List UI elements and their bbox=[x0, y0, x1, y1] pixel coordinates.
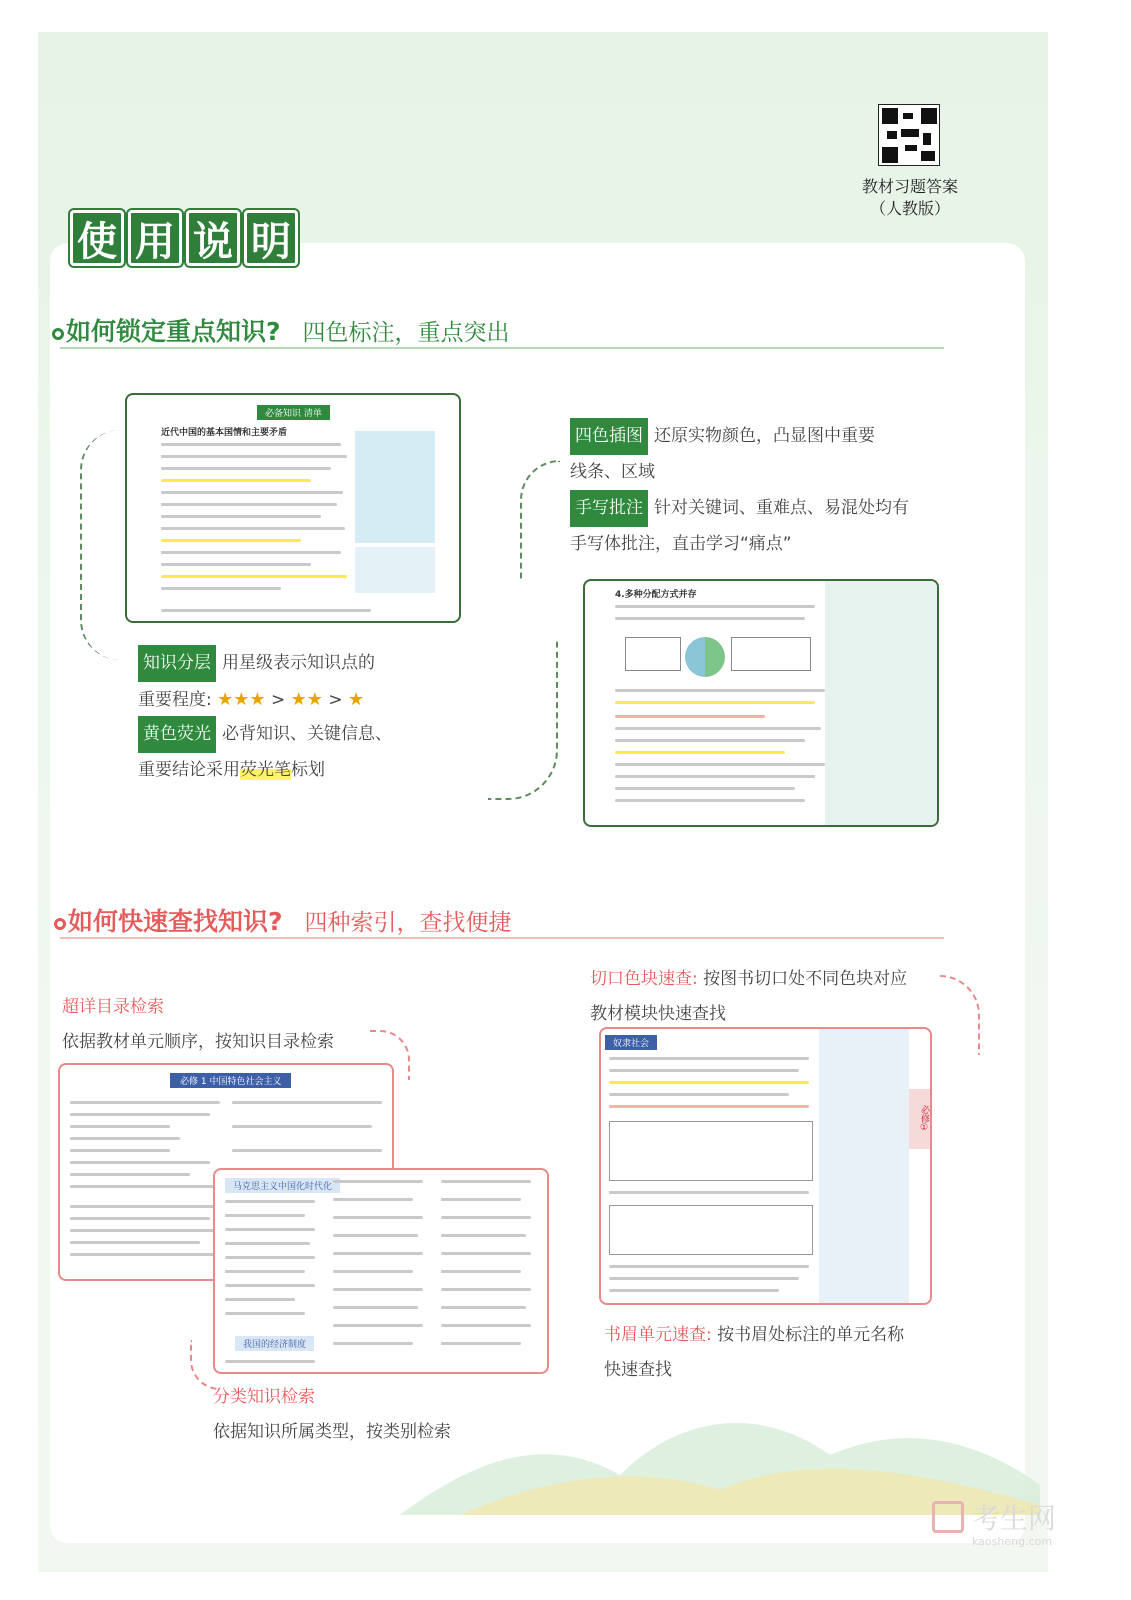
index-item-toc bbox=[62, 990, 334, 1060]
watermark-text: 考生网 bbox=[972, 1502, 1057, 1535]
connector-dashed-arrow bbox=[520, 460, 560, 580]
feature-tag: 手写批注 bbox=[570, 490, 648, 527]
feature-text: 标划 bbox=[291, 760, 325, 780]
feature-text: 用星级表示知识点的 bbox=[222, 653, 375, 673]
greater-than: > bbox=[270, 690, 286, 710]
index-text: 依据知识所属类型，按类别检索 bbox=[213, 1422, 451, 1442]
sample-page-thumbnail-2 bbox=[583, 579, 939, 827]
index-text: 按书眉处标注的单元名称 bbox=[717, 1325, 905, 1345]
thumbnail-heading: 4.多种分配方式并存 bbox=[615, 590, 697, 600]
index-title: 超详目录检索 bbox=[62, 997, 164, 1017]
section1-heading bbox=[52, 312, 510, 348]
feature-item-color-illustration bbox=[570, 418, 875, 490]
page-title bbox=[70, 210, 298, 266]
section2-question: 如何快速查找知识? bbox=[68, 907, 283, 936]
highlight-sample: 荧光笔 bbox=[240, 760, 291, 780]
watermark-url: kaosheng.com bbox=[972, 1535, 1053, 1548]
title-char: 说 bbox=[186, 210, 240, 266]
index-title: 分类知识检索 bbox=[213, 1387, 315, 1407]
feature-text: 还原实物颜色，凸显图中重要 bbox=[654, 426, 875, 446]
thumbnail-heading: 我国的经济制度 bbox=[235, 1336, 314, 1351]
thumbnail-heading: 近代中国的基本国情和主要矛盾 bbox=[161, 428, 288, 438]
index-item-header-unit bbox=[604, 1318, 904, 1388]
feature-tag: 知识分层 bbox=[138, 645, 216, 682]
watermark-logo bbox=[932, 1497, 1092, 1557]
feature-item-layering bbox=[138, 645, 375, 718]
greater-than: > bbox=[328, 690, 343, 710]
sample-page-thumbnail-1 bbox=[125, 393, 461, 623]
sample-page-thumbnail-3 bbox=[599, 1027, 932, 1305]
index-item-edge-color bbox=[590, 962, 907, 1032]
qr-code-icon[interactable] bbox=[878, 104, 940, 166]
index-text: 快速查找 bbox=[604, 1360, 672, 1380]
feature-text: 针对关键词、重难点、易混处均有 bbox=[654, 498, 909, 518]
feature-text: 重要程度: bbox=[138, 690, 212, 710]
thumbnail-banner: 必修 1 中国特色社会主义 bbox=[170, 1073, 291, 1088]
feature-tag: 四色插图 bbox=[570, 418, 648, 455]
index-title: 切口色块速查: bbox=[590, 969, 698, 989]
connector-dashed-arrow bbox=[488, 640, 558, 800]
feature-text: 线条、区域 bbox=[570, 462, 655, 482]
feature-tag: 黄色荧光 bbox=[138, 716, 216, 753]
feature-text: 必背知识、关键信息、 bbox=[222, 724, 392, 744]
edge-color-tab: 必修① bbox=[909, 1089, 931, 1149]
title-char: 用 bbox=[128, 210, 182, 266]
section1-rule bbox=[60, 347, 944, 349]
title-char: 使 bbox=[70, 210, 124, 266]
title-char: 明 bbox=[244, 210, 298, 266]
star-icon: ★★ bbox=[290, 689, 323, 710]
thumbnail-heading: 奴隶社会 bbox=[605, 1035, 657, 1050]
index-text: 按图书切口处不同色块对应 bbox=[703, 969, 908, 989]
star-icon: ★ bbox=[347, 689, 365, 710]
section1-subtitle: 四色标注，重点突出 bbox=[302, 320, 510, 346]
section2-heading bbox=[54, 902, 512, 938]
thumbnail-heading: 马克思主义中国化时代化 bbox=[225, 1178, 340, 1193]
index-text: 依据教材单元顺序，按知识目录检索 bbox=[62, 1032, 334, 1052]
sample-category-thumbnail bbox=[213, 1168, 549, 1374]
star-icon: ★★★ bbox=[217, 689, 266, 710]
section2-rule bbox=[60, 937, 944, 939]
qr-caption: 教材习题答案 （人教版） bbox=[861, 177, 958, 218]
section1-question: 如何锁定重点知识? bbox=[66, 317, 281, 346]
bullet-icon bbox=[52, 328, 64, 340]
thumbnail-banner: 必备知识 清单 bbox=[257, 405, 330, 420]
feature-item-highlight bbox=[138, 716, 392, 788]
feature-text: 重要结论采用 bbox=[138, 760, 240, 780]
index-title: 书眉单元速查: bbox=[604, 1325, 712, 1345]
feature-item-handwritten-notes bbox=[570, 490, 909, 562]
bullet-icon bbox=[54, 918, 66, 930]
feature-text: 手写体批注，直击学习“痛点” bbox=[570, 534, 792, 554]
connector-dashed-arrow bbox=[80, 430, 140, 660]
section2-subtitle: 四种索引，查找便捷 bbox=[304, 910, 512, 936]
index-text: 教材模块快速查找 bbox=[590, 1004, 726, 1024]
